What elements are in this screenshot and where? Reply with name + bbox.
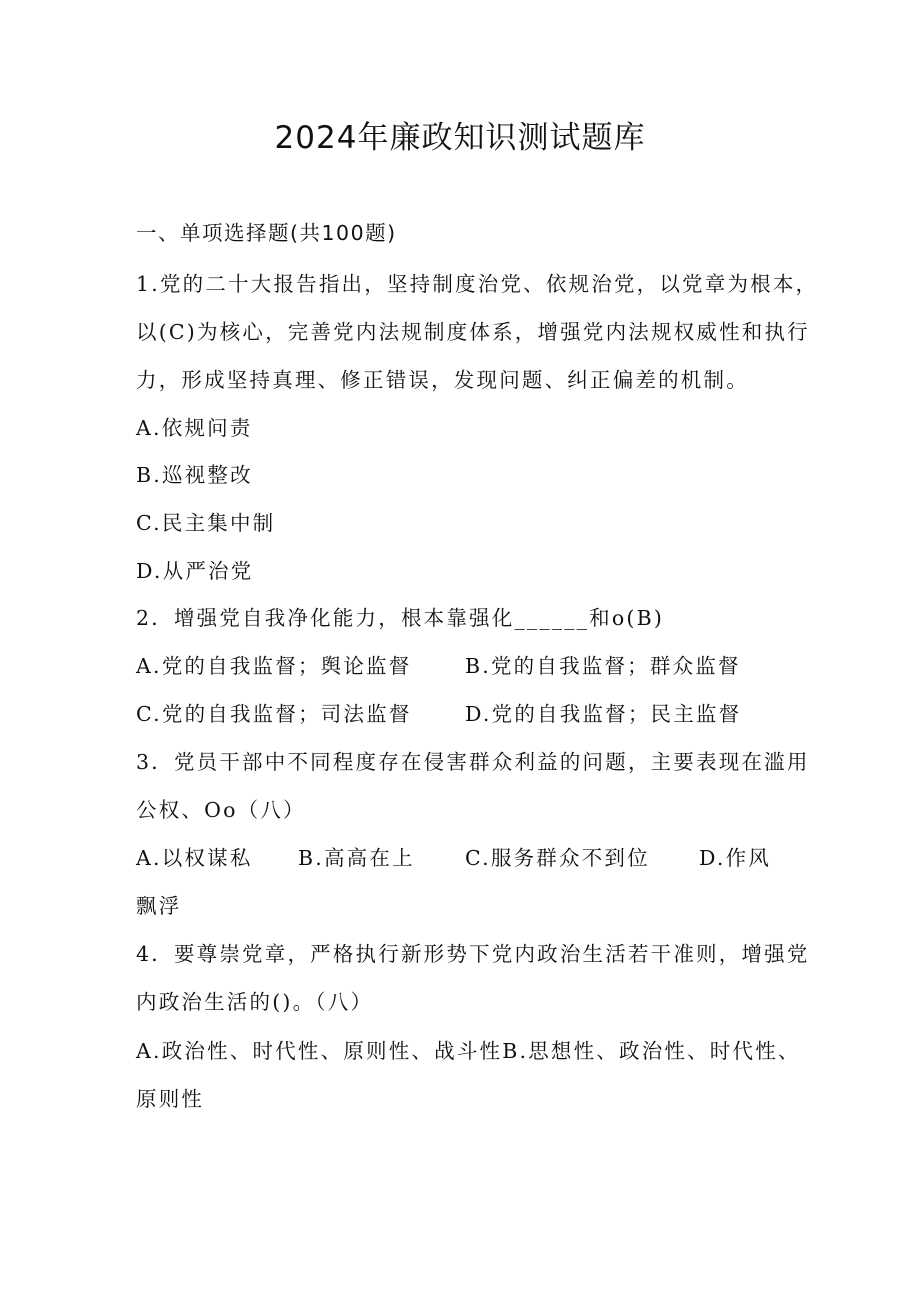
question-3-option-d: D.作风 [699, 846, 772, 870]
question-1-line-2: 以(C)为核心，完善党内法规制度体系，增强党内法规权威性和执行 [136, 320, 810, 344]
question-4-line-1: 4．要尊崇党章，严格执行新形势下党内政治生活若干准则，增强党 [136, 942, 810, 966]
question-1-option-a: A.依规问责 [136, 416, 253, 440]
question-2-option-d: D.党的自我监督；民主监督 [465, 702, 742, 726]
question-3-option-b: B.高高在上 [298, 846, 415, 870]
question-3-option-a: A.以权谋私 [136, 846, 253, 870]
question-2-option-a: A.党的自我监督；舆论监督 [136, 654, 412, 678]
question-2-line-1: 2．增强党自我净化能力，根本靠强化______和o(B) [136, 606, 665, 630]
question-3-option-d-continuation: 飘浮 [136, 894, 182, 918]
document-title: 2024年廉政知识测试题库 [274, 120, 646, 156]
question-2-option-b: B.党的自我监督；群众监督 [465, 654, 741, 678]
section-heading: 一、单项选择题(共100题) [136, 221, 397, 245]
question-2-option-c: C.党的自我监督；司法监督 [136, 702, 412, 726]
question-4-line-2: 内政治生活的()。（八） [136, 990, 374, 1014]
question-1-option-b: B.巡视整改 [136, 463, 253, 487]
question-1-line-3: 力，形成坚持真理、修正错误，发现问题、纠正偏差的机制。 [136, 368, 749, 392]
question-1-option-d: D.从严治党 [136, 559, 254, 583]
question-3-line-2: 公权、Oo（八） [136, 798, 306, 822]
question-3-option-c: C.服务群众不到位 [465, 846, 650, 870]
question-1-line-1: 1.党的二十大报告指出，坚持制度治党、依规治党，以党章为根本， [136, 272, 819, 296]
question-4-option-b-continuation: 原则性 [136, 1087, 205, 1111]
question-1-option-c: C.民主集中制 [136, 511, 276, 535]
question-4-options-line: A.政治性、时代性、原则性、战斗性B.思想性、政治性、时代性、 [136, 1039, 801, 1063]
question-3-line-1: 3．党员干部中不同程度存在侵害群众利益的问题，主要表现在滥用 [136, 750, 810, 774]
